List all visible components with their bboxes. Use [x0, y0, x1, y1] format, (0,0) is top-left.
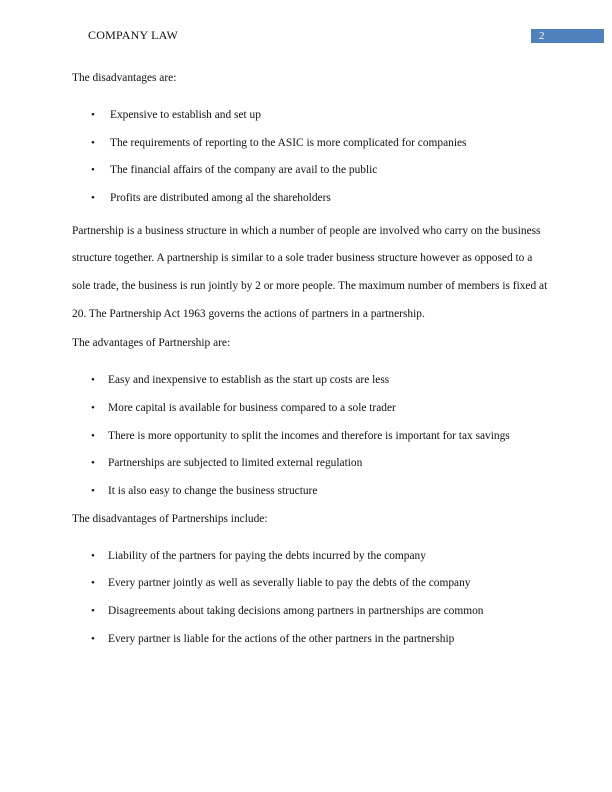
bullet-icon: •: [91, 374, 95, 387]
list-item: • Liability of the partners for paying the debts incurred by the company: [91, 549, 426, 562]
bullet-icon: •: [91, 549, 95, 562]
list-item: • Every partner is liable for the actions of the other partners in the partnership: [91, 632, 455, 645]
list-item: • Disagreements about taking decisions among partners in partnerships are common: [91, 604, 484, 617]
bullet-icon: •: [91, 109, 95, 121]
list-item: • It is also easy to change the business structure: [91, 484, 318, 497]
bullet-icon: •: [91, 429, 95, 442]
bullet-icon: •: [91, 604, 95, 617]
list-item: • The financial affairs of the company are avail to the public: [91, 164, 378, 177]
list-item: • There is more opportunity to split the incomes and therefore is important for tax savings: [91, 429, 510, 442]
disadvantages-list: [72, 107, 550, 206]
list-item: • Every partner jointly as well as severally liable to pay the debts of the company: [91, 577, 471, 590]
section3-intro: The disadvantages of Partnerships include:: [72, 512, 268, 525]
bullet-icon: •: [91, 577, 95, 590]
list-item: • Profits are distributed among al the shareholders: [91, 192, 331, 205]
list-item: • More capital is available for business compared to a sole trader: [91, 401, 396, 414]
list-item: • Expensive to establish and set up: [91, 109, 261, 121]
partnership-paragraph: Partnership is a business structure in which a number of people are involved who carry on the business structure together. A partnership is similar to a sole trader business structure however as opposed to a sole trade, the business is run jointly by 2 or more people. The maximum number of members is fixed at 20. The Partnership Act 1963 governs the actions of partners in a partnership.: [72, 224, 548, 320]
running-header-title: COMPANY LAW: [88, 28, 179, 42]
bullet-icon: •: [91, 484, 95, 497]
list-item: • The requirements of reporting to the ASIC is more complicated for companies: [91, 136, 467, 149]
bullet-icon: •: [91, 457, 95, 470]
bullet-icon: •: [91, 632, 95, 645]
bullet-icon: •: [91, 136, 95, 149]
document-body: [72, 70, 550, 658]
partnership-advantages-list: [72, 372, 550, 499]
bullet-icon: •: [91, 192, 95, 205]
partnership-disadvantages-list: [72, 548, 550, 647]
section1-intro: The disadvantages are:: [72, 72, 177, 84]
bullet-icon: •: [91, 164, 95, 177]
list-item: • Partnerships are subjected to limited external regulation: [91, 457, 363, 470]
list-item: • Easy and inexpensive to establish as the start up costs are less: [91, 374, 390, 387]
bullet-icon: •: [91, 401, 95, 414]
section2-intro: The advantages of Partnership are:: [72, 337, 231, 350]
page-number-badge: 2: [531, 29, 604, 43]
